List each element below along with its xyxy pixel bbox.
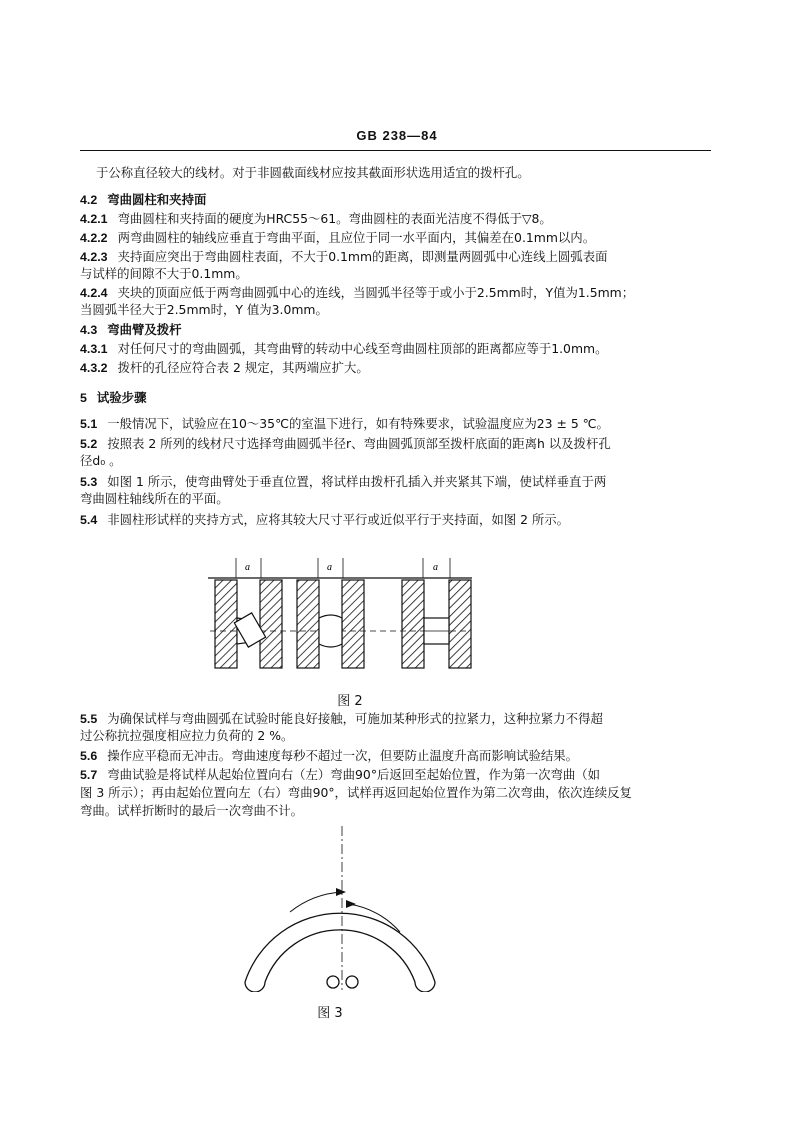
section-number: 4.2 [80,193,98,207]
paragraph-line [80,230,595,246]
paragraph-line [80,803,303,818]
paragraph-line [80,302,328,317]
paragraph-text: 为确保试样与弯曲圆弧在试验时能良好接触，可施加某种形式的拉紧力，这种拉紧力不得超 [107,711,603,726]
paragraph-line [80,390,146,406]
section-number: 4.3.1 [80,342,108,356]
section-number: 4.2.1 [80,212,108,226]
header-rule [80,150,711,151]
paragraph-line [80,341,607,357]
paragraph-line [80,416,609,432]
paragraph-text: 试验步骤 [96,390,147,405]
section-number: 5 [80,391,87,405]
paragraph-line [80,266,248,281]
fig2-caption: 图 2 [337,694,363,709]
section-number: 5.5 [80,712,98,726]
paragraph-text: 弯曲试验是将试样从起始位置向右（左）弯曲90°后返回至起始位置，作为第一次弯曲（如 [107,767,601,782]
section-number: 5.6 [80,749,98,763]
paragraph-text: 按照表 2 所列的线材尺寸选择弯曲圆弧半径r、弯曲圆弧顶部至拨杆底面的距离h 以及拨杆孔 [107,436,611,451]
section-number: 4.3 [80,323,98,337]
paragraph-line [96,165,530,180]
paragraph-line [80,453,122,468]
fig3-arrowhead-2 [346,900,356,908]
section-number: 4.2.4 [80,286,108,300]
paragraph-line [80,512,569,528]
fig2-dim-a-1: a [245,562,250,573]
paragraph-line [80,192,206,208]
paragraph-text: 弯曲圆柱和夹持面的硬度为HRC55～61。弯曲圆柱的表面光洁度不得低于▽8。 [117,211,552,226]
paragraph-text: 夹块的顶面应低于两弯曲圆弧中心的连线，当圆弧半径等于或小于2.5mm时，Y值为1.5mm； [117,285,635,300]
section-number: 4.2.2 [80,231,108,245]
paragraph-text: 拨杆的孔径应符合表 2 规定，其两端应扩大。 [117,360,369,375]
paragraph-text: 弯曲臂及拨杆 [107,322,182,337]
paragraph-text: 夹持面应突出于弯曲圆柱表面，不大于0.1mm的距离，即测量两圆弧中心连线上圆弧表面 [117,249,608,264]
section-number: 5.3 [80,475,98,489]
paragraph-line [80,249,607,265]
paragraph-line [80,748,578,764]
paragraph-line [80,728,293,743]
paragraph-text: 对任何尺寸的弯曲圆弧，其弯曲臂的转动中心线至弯曲圆柱顶部的距离都应等于1.0mm。 [117,341,608,356]
paragraph-text: 操作应平稳而无冲击。弯曲速度每秒不超过一次，但要防止温度升高而影响试验结果。 [107,748,579,763]
paragraph-line [80,322,182,338]
paragraph-text: 过公称抗拉强度相应拉力负荷的 2 %。 [80,728,294,743]
fig2-dim-a-3: a [433,562,438,573]
fig2-unit-3 [402,558,471,668]
fig2-dim-a-2: a [327,562,332,573]
document-header: GB 238—84 [356,128,438,143]
paragraph-text: 一般情况下，试验应在10～35℃的室温下进行，如有特殊要求，试验温度应为23 ± 5 ℃。 [107,416,609,431]
paragraph-line [80,491,229,506]
paragraph-text: 两弯曲圆柱的轴线应垂直于弯曲平面，且应位于同一水平面内，其偏差在0.1mm以内。 [117,230,596,245]
section-number: 4.2.3 [80,250,108,264]
paragraph-text: 弯曲。试样折断时的最后一次弯曲不计。 [80,803,304,818]
paragraph-line [80,767,600,783]
paragraph-line [80,711,603,727]
paragraph-text: 弯曲圆柱轴线所在的平面。 [80,491,229,506]
paragraph-line [80,785,632,800]
paragraph-text: 如图 1 所示，使弯曲臂处于垂直位置，将试样由拨杆孔插入并夹紧其下端，使试样垂直于两 [107,474,607,489]
section-number: 4.3.2 [80,361,108,375]
paragraph-line [80,285,634,301]
fig3-cylinder-right [346,976,358,988]
fig2-unit-1 [215,558,282,668]
paragraph-text: 弯曲圆柱和夹持面 [107,192,207,207]
paragraph-text: 非圆柱形试样的夹持方式，应将其较大尺寸平行或近似平行于夹持面，如图 2 所示。 [107,512,570,527]
paragraph-line [80,360,369,376]
fig3-caption: 图 3 [317,1006,343,1021]
paragraph-text: 当圆弧半径大于2.5mm时，Y 值为3.0mm。 [80,302,328,317]
section-number: 5.2 [80,437,98,451]
paragraph-line [80,436,611,452]
section-number: 5.7 [80,768,98,782]
fig3-arrow-path-1 [290,892,342,912]
fig2-unit-2 [297,558,364,668]
fig3-inner-arc [265,930,415,982]
fig3-outer-arc [245,913,435,982]
fig3-cylinder-left [327,976,339,988]
paragraph-text: 径d₀ 。 [80,453,122,468]
fig3-arrowhead-1 [336,888,346,896]
section-number: 5.1 [80,417,98,431]
paragraph-text: 图 3 所示）；再由起始位置向左（右）弯曲90°，试样再返回起始位置作为第二次弯曲，依次连续反复 [80,785,632,800]
paragraph-line [80,211,552,227]
paragraph-text: 与试样的间隙不大于0.1mm。 [80,266,248,281]
paragraph-line [80,474,606,490]
section-number: 5.4 [80,513,98,527]
figure-3 [0,822,794,992]
figure-2 [0,548,794,698]
paragraph-text: 于公称直径较大的线材。对于非圆截面线材应按其截面形状选用适宜的拨杆孔。 [96,165,530,180]
